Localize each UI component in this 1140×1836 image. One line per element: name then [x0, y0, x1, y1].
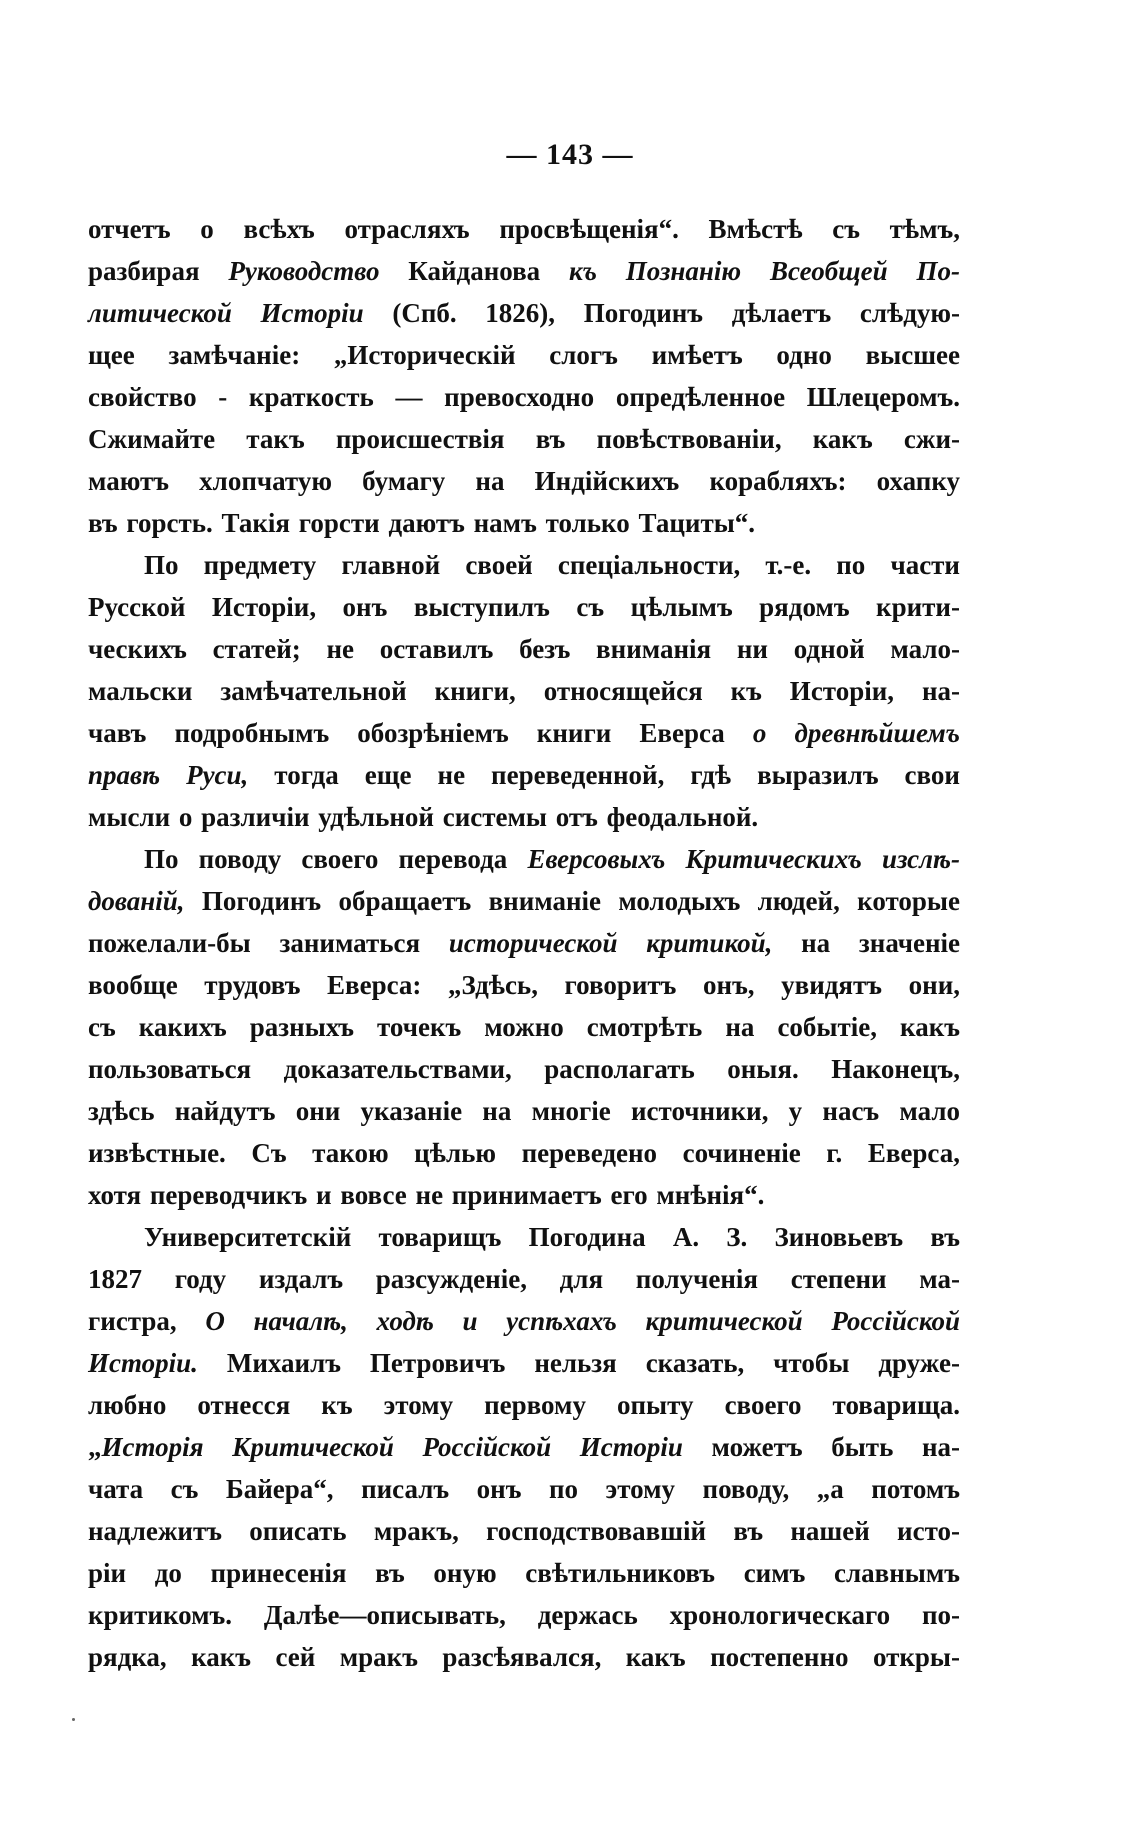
text-line: извѣстные. Съ такою цѣлью переведено сочиненіе г. Еверса,	[88, 1138, 960, 1168]
text-run: можетъ быть на-	[682, 1432, 960, 1462]
text-line: любно отнесся къ этому первому опыту своего товарища.	[88, 1390, 960, 1420]
text-line: съ какихъ разныхъ точекъ можно смотрѣть на событіе, какъ	[88, 1012, 960, 1042]
text-line: чата съ Байера“, писалъ онъ по этому поводу, „а потомъ	[88, 1474, 960, 1504]
text-line: По предмету главной своей спеціальности, т.-е. по части	[144, 550, 960, 580]
page-speck	[72, 1718, 75, 1721]
text-run: тогда еще не переведенной, гдѣ выразилъ свои	[248, 760, 960, 790]
text-line: 1827 году издалъ разсужденіе, для полученія степени ма-	[88, 1264, 960, 1294]
text-run: „	[88, 1432, 102, 1462]
text-line: ріи до принесенія въ оную свѣтильниковъ симъ славнымъ	[88, 1558, 960, 1588]
text-line	[88, 1342, 960, 1384]
text-line: рядка, какъ сей мракъ разсѣявался, какъ постепенно откры-	[88, 1642, 960, 1672]
text-line: мысли о различіи удѣльной системы отъ феодальной.	[88, 802, 759, 832]
text-line: вообще трудовъ Еверса: „Здѣсь, говоритъ онъ, увидятъ они,	[88, 970, 960, 1000]
text-run: пожелали-бы заниматься	[88, 928, 449, 958]
text-line: здѣсь найдутъ они указаніе на многіе источники, у насъ мало	[88, 1096, 960, 1126]
italic-text: къ Познанію Всеобщей По-	[569, 256, 960, 286]
italic-text: О началѣ, ходѣ и успѣхахъ критической Россійской	[205, 1306, 960, 1336]
text-line	[88, 292, 960, 334]
text-line: Университетскій товарищъ Погодина А. З. Зиновьевъ въ	[144, 1222, 960, 1252]
italic-text: о древнѣйшемъ	[752, 718, 960, 748]
text-line: критикомъ. Далѣе—описывать, держась хронологическаго по-	[88, 1600, 960, 1630]
italic-text: Исторіи.	[88, 1348, 198, 1378]
text-line: свойство - краткость — превосходно опредѣленное Шлецеромъ.	[88, 382, 960, 412]
italic-text: Исторія Критической Россійской Исторіи	[101, 1432, 683, 1462]
text-line: отчетъ о всѣхъ отрасляхъ просвѣщенія“. Вмѣстѣ съ тѣмъ,	[88, 214, 960, 244]
text-line	[88, 250, 960, 292]
text-run: разбирая	[88, 256, 229, 286]
text-line: ческихъ статей; не оставилъ безъ вниманія ни одной мало-	[88, 634, 960, 664]
text-line	[88, 922, 960, 964]
text-run: чавъ подробнымъ обозрѣніемъ книги Еверса	[88, 718, 753, 748]
text-line: надлежитъ описать мракъ, господствовавшій въ нашей исто-	[88, 1516, 960, 1546]
text-line: хотя переводчикъ и вовсе не принимаетъ его мнѣнія“.	[88, 1180, 765, 1210]
text-line: Сжимайте такъ происшествія въ повѣствованіи, какъ сжи-	[88, 424, 960, 454]
text-line: Русской Исторіи, онъ выступилъ съ цѣлымъ рядомъ крити-	[88, 592, 960, 622]
text-run: гистра,	[88, 1306, 206, 1336]
italic-text: правѣ Руси,	[88, 760, 249, 790]
text-run: (Спб. 1826), Погодинъ дѣлаетъ слѣдую-	[363, 298, 960, 328]
text-line	[88, 1426, 960, 1468]
italic-text: Руководство	[228, 256, 380, 286]
text-run: Михаилъ Петровичъ нельзя сказать, чтобы друже-	[197, 1348, 960, 1378]
text-line: щее замѣчаніе: „Историческій слогъ имѣетъ одно высшее	[88, 340, 960, 370]
text-run: По поводу своего перевода	[144, 844, 528, 874]
text-line	[88, 754, 960, 796]
text-line: маютъ хлопчатую бумагу на Индійскихъ корабляхъ: охапку	[88, 466, 960, 496]
italic-text: Еверсовыхъ Критическихъ изслѣ-	[527, 844, 960, 874]
text-run: Погодинъ обращаетъ вниманіе молодыхъ людей, которые	[184, 886, 960, 916]
text-line: въ горсть. Такія горсти даютъ намъ только Тациты“.	[88, 508, 756, 538]
text-line	[88, 880, 960, 922]
text-line	[88, 712, 960, 754]
text-line: пользоваться доказательствами, располагать оныя. Наконецъ,	[88, 1054, 960, 1084]
text-run: Кайданова	[379, 256, 570, 286]
italic-text: литической Исторіи	[88, 298, 364, 328]
text-run: на значеніе	[772, 928, 961, 958]
italic-text: дованій,	[88, 886, 185, 916]
text-line	[88, 1300, 960, 1342]
body-text	[88, 208, 960, 1678]
page-number: — 143 —	[506, 138, 634, 171]
text-line: мальски замѣчательной книги, относящейся къ Исторіи, на-	[88, 676, 960, 706]
text-line	[88, 838, 960, 880]
italic-text: исторической критикой,	[448, 928, 773, 958]
